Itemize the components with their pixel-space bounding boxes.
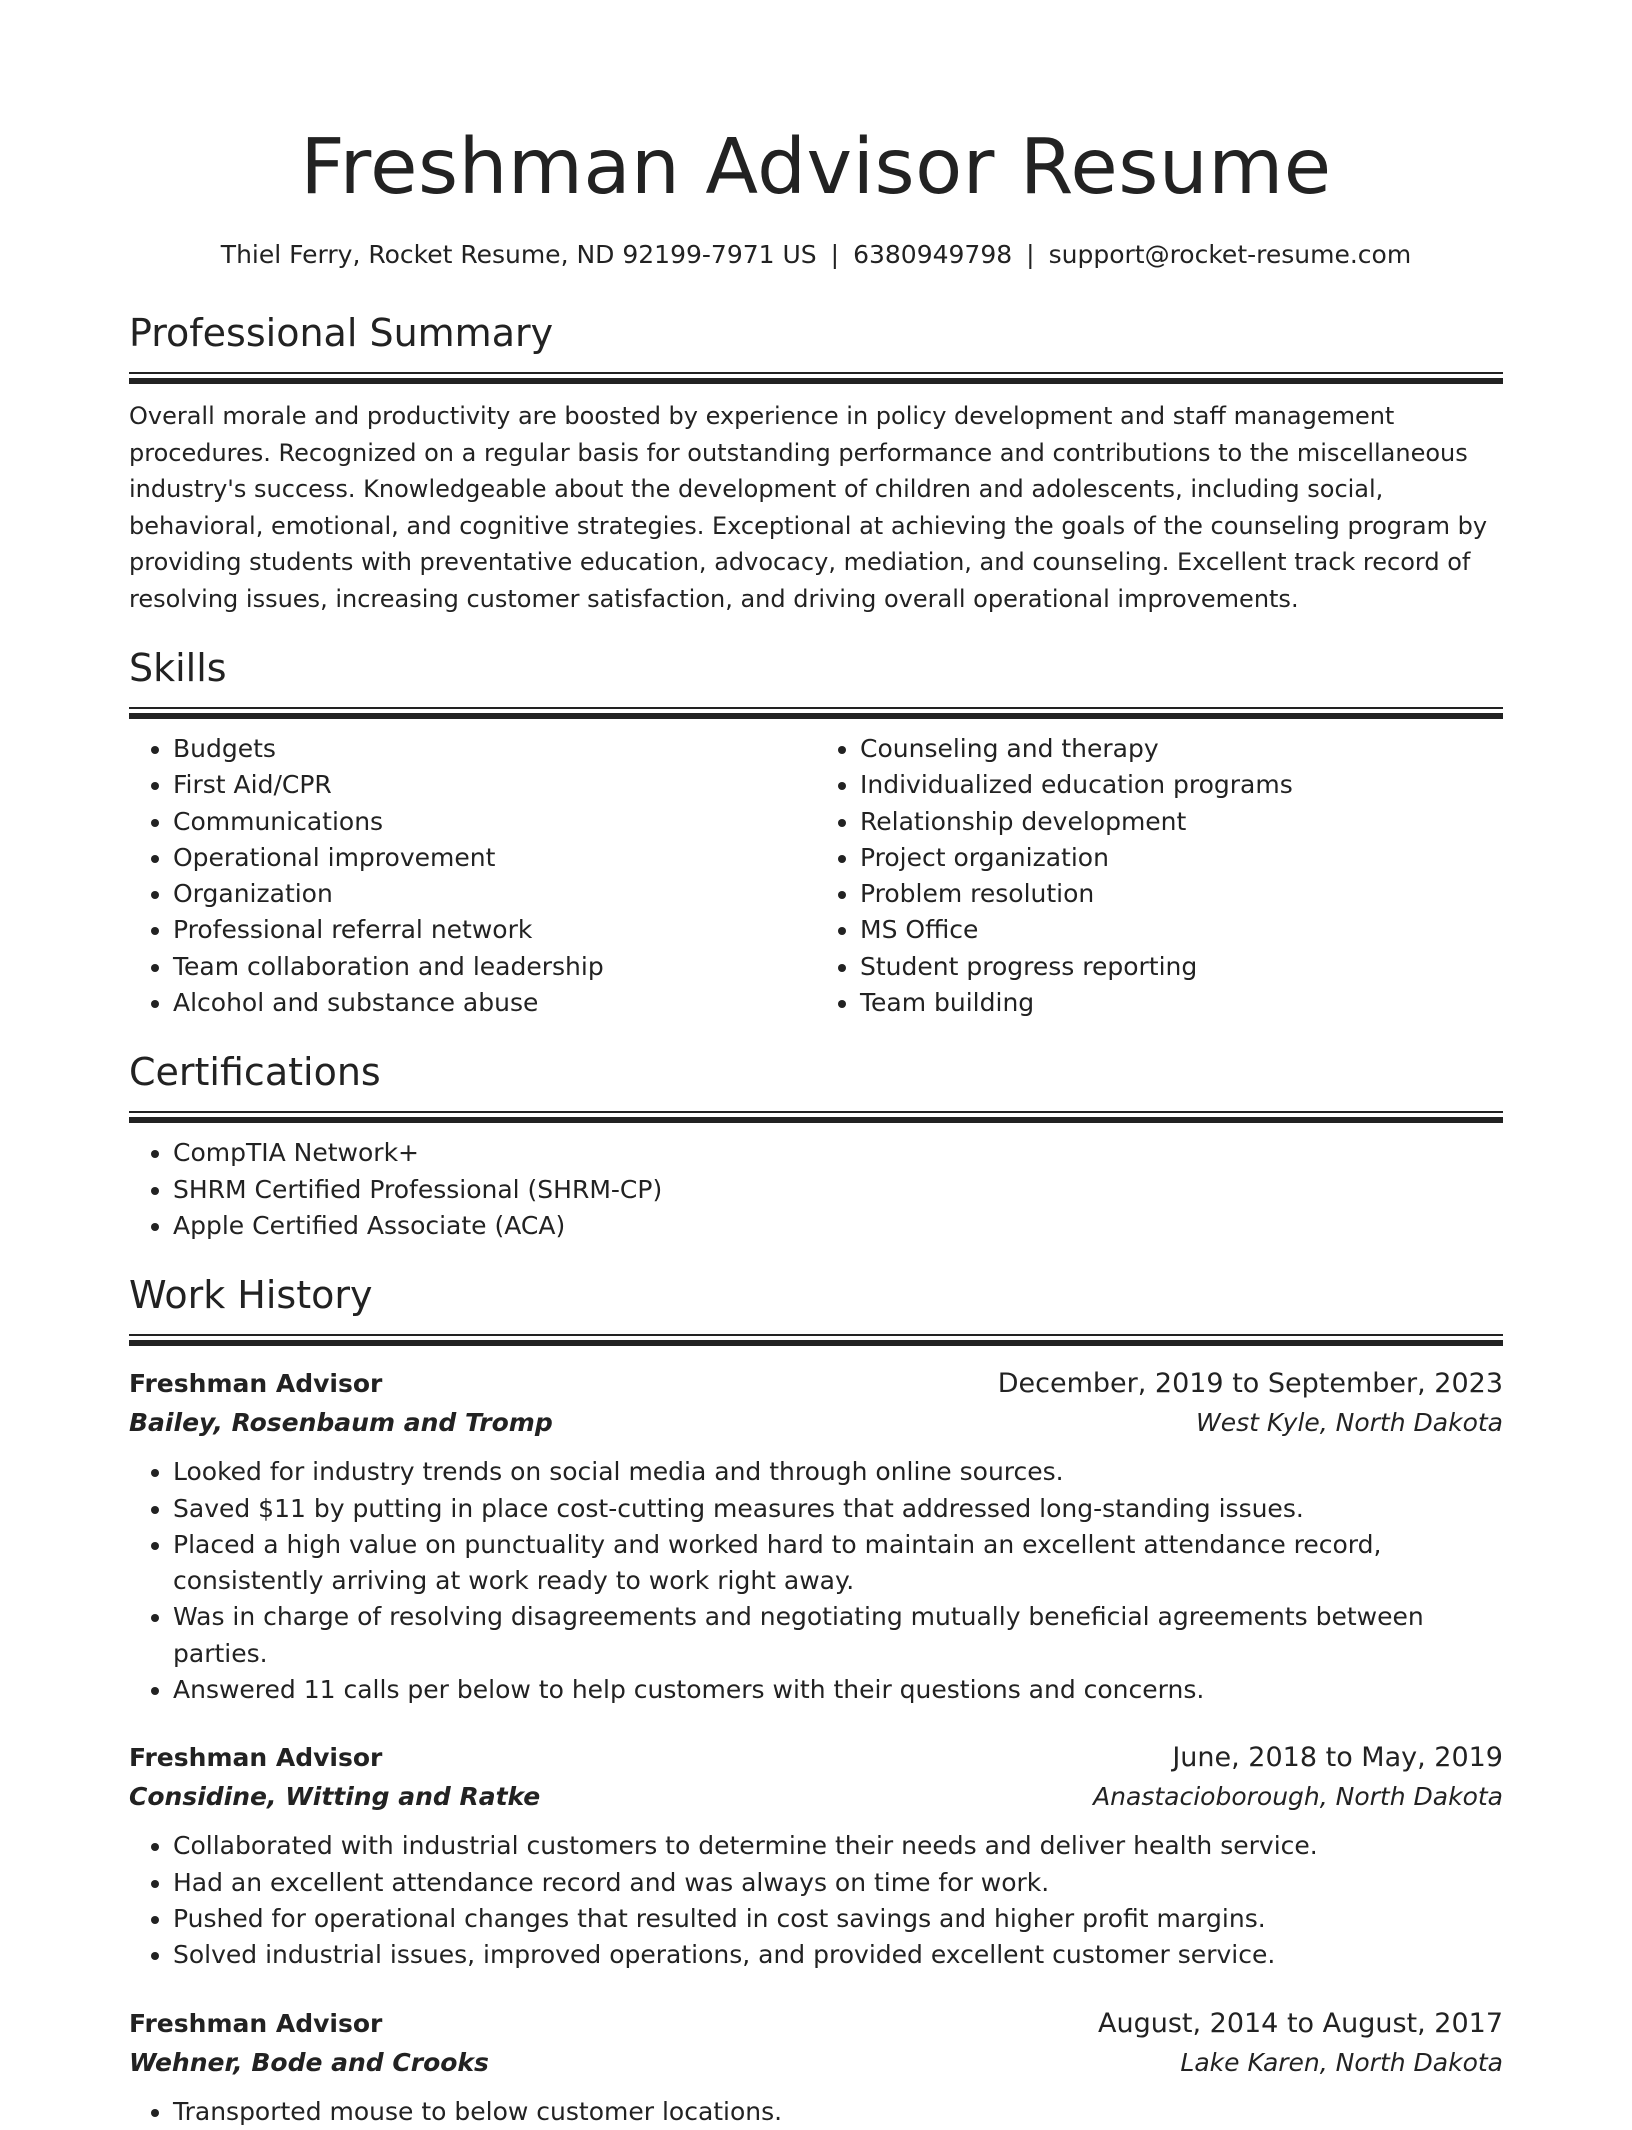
contact-separator: | <box>1026 240 1035 269</box>
job-title: Freshman Advisor <box>129 1743 383 1773</box>
skill-item: • Project organization <box>860 840 1503 876</box>
skill-item: • Operational improvement <box>173 840 816 876</box>
skill-item: • Relationship development <box>860 804 1503 840</box>
skills-heading: Skills <box>129 646 227 690</box>
skill-item: • Counseling and therapy <box>860 731 1503 767</box>
skill-item: • Individualized education programs <box>860 767 1503 803</box>
contact-separator: | <box>830 240 840 269</box>
certification-item: • SHRM Certified Professional (SHRM-CP) <box>173 1172 1503 1208</box>
skill-item: • Team collaboration and leadership <box>173 949 816 985</box>
skill-item: • Budgets <box>173 731 816 767</box>
skills-grid <box>129 719 1503 1021</box>
job-entry <box>129 2004 1503 2130</box>
job-location: Anastacioborough, North Dakota <box>1093 1782 1503 1812</box>
section-divider <box>129 1334 1503 1346</box>
section-divider <box>129 372 1503 384</box>
job-dates: June, 2018 to May, 2019 <box>1172 1742 1503 1774</box>
skill-item: • Communications <box>173 804 816 840</box>
summary-text: Overall morale and productivity are boosted by experience in policy development and staff management procedures. Recognized on a regular basis for outstanding performance and contributions to the miscellaneous industry's success. Knowledgeable about the development of children and adolescents, including social, behavioral, emotional, and cognitive strategies. Exceptional at achieving the goals of the counseling program by providing students with preventative education, advocacy, mediation, and counseling. Excellent track record of resolving issues, increasing customer satisfaction, and driving overall operational improvements. <box>129 402 1488 613</box>
job-subheader <box>129 1778 1503 1816</box>
job-title: Freshman Advisor <box>129 1369 383 1399</box>
job-bullet: • Collaborated with industrial customers to determine their needs and deliver health service. <box>173 1828 1503 1864</box>
job-bullet: • Answered 11 calls per below to help customers with their questions and concerns. <box>173 1672 1503 1708</box>
job-bullets <box>129 1454 1503 1708</box>
job-dates: August, 2014 to August, 2017 <box>1098 2007 1503 2039</box>
job-bullet: • Looked for industry trends on social media and through online sources. <box>173 1454 1503 1490</box>
job-company: Considine, Witting and Ratke <box>129 1782 541 1812</box>
certifications-list <box>129 1135 1503 1244</box>
contact-email: support@rocket-resume.com <box>1048 240 1412 269</box>
certifications-section <box>129 1047 1503 1244</box>
skill-item: • Student progress reporting <box>860 949 1503 985</box>
section-divider <box>129 707 1503 719</box>
skill-item: • First Aid/CPR <box>173 767 816 803</box>
job-entry <box>129 1364 1503 1708</box>
job-header <box>129 1738 1503 1778</box>
skill-item: • Organization <box>173 876 816 912</box>
resume-title: Freshman Advisor Resume <box>300 123 1332 212</box>
skills-column-left <box>129 719 816 1021</box>
certifications-heading: Certifications <box>129 1050 381 1095</box>
certification-item: • Apple Certified Associate (ACA) <box>173 1208 1503 1244</box>
skill-item: • MS Office <box>860 912 1503 948</box>
job-location: West Kyle, North Dakota <box>1196 1408 1503 1438</box>
job-bullet: • Pushed for operational changes that resulted in cost savings and higher profit margins. <box>173 1901 1503 1937</box>
work-history-heading: Work History <box>129 1273 373 1318</box>
job-dates: December, 2019 to September, 2023 <box>997 1368 1503 1400</box>
job-bullet: • Solved industrial issues, improved operations, and provided excellent customer service. <box>173 1937 1503 1973</box>
skills-list-left <box>129 731 816 1021</box>
job-location: Lake Karen, North Dakota <box>1180 2047 1503 2077</box>
job-bullet: • Transported mouse to below customer locations. <box>173 2094 1503 2130</box>
job-bullet: • Had an excellent attendance record and was always on time for work. <box>173 1865 1503 1901</box>
job-subheader <box>129 1404 1503 1442</box>
contact-line <box>129 238 1503 272</box>
skills-section <box>129 643 1503 1021</box>
job-bullet: • Was in charge of resolving disagreements and negotiating mutually beneficial agreements between parties. <box>173 1599 1503 1672</box>
certification-item: • CompTIA Network+ <box>173 1135 1503 1171</box>
skill-item: • Alcohol and substance abuse <box>173 985 816 1021</box>
skill-item: • Team building <box>860 985 1503 1021</box>
job-header <box>129 1364 1503 1404</box>
summary-section <box>129 308 1503 617</box>
job-subheader <box>129 2044 1503 2082</box>
job-company: Bailey, Rosenbaum and Tromp <box>129 1408 553 1438</box>
job-bullets <box>129 1828 1503 1973</box>
work-history-section <box>129 1270 1503 2130</box>
job-company: Wehner, Bode and Crooks <box>129 2047 489 2077</box>
contact-phone: 6380949798 <box>853 240 1013 269</box>
skills-column-right <box>816 719 1503 1021</box>
skills-list-right <box>816 731 1503 1021</box>
job-bullet: • Saved $11 by putting in place cost-cutting measures that addressed long-standing issues. <box>173 1491 1503 1527</box>
job-header <box>129 2004 1503 2044</box>
skill-item: • Problem resolution <box>860 876 1503 912</box>
contact-address: Thiel Ferry, Rocket Resume, ND 92199-7971 US <box>220 240 817 269</box>
job-title: Freshman Advisor <box>129 2008 383 2038</box>
summary-heading: Professional Summary <box>129 311 554 355</box>
section-divider <box>129 1111 1503 1123</box>
skill-item: • Professional referral network <box>173 912 816 948</box>
job-bullet: • Placed a high value on punctuality and worked hard to maintain an excellent attendance record, consistently arriving at work ready to work right away. <box>173 1527 1503 1600</box>
job-entry <box>129 1738 1503 1973</box>
